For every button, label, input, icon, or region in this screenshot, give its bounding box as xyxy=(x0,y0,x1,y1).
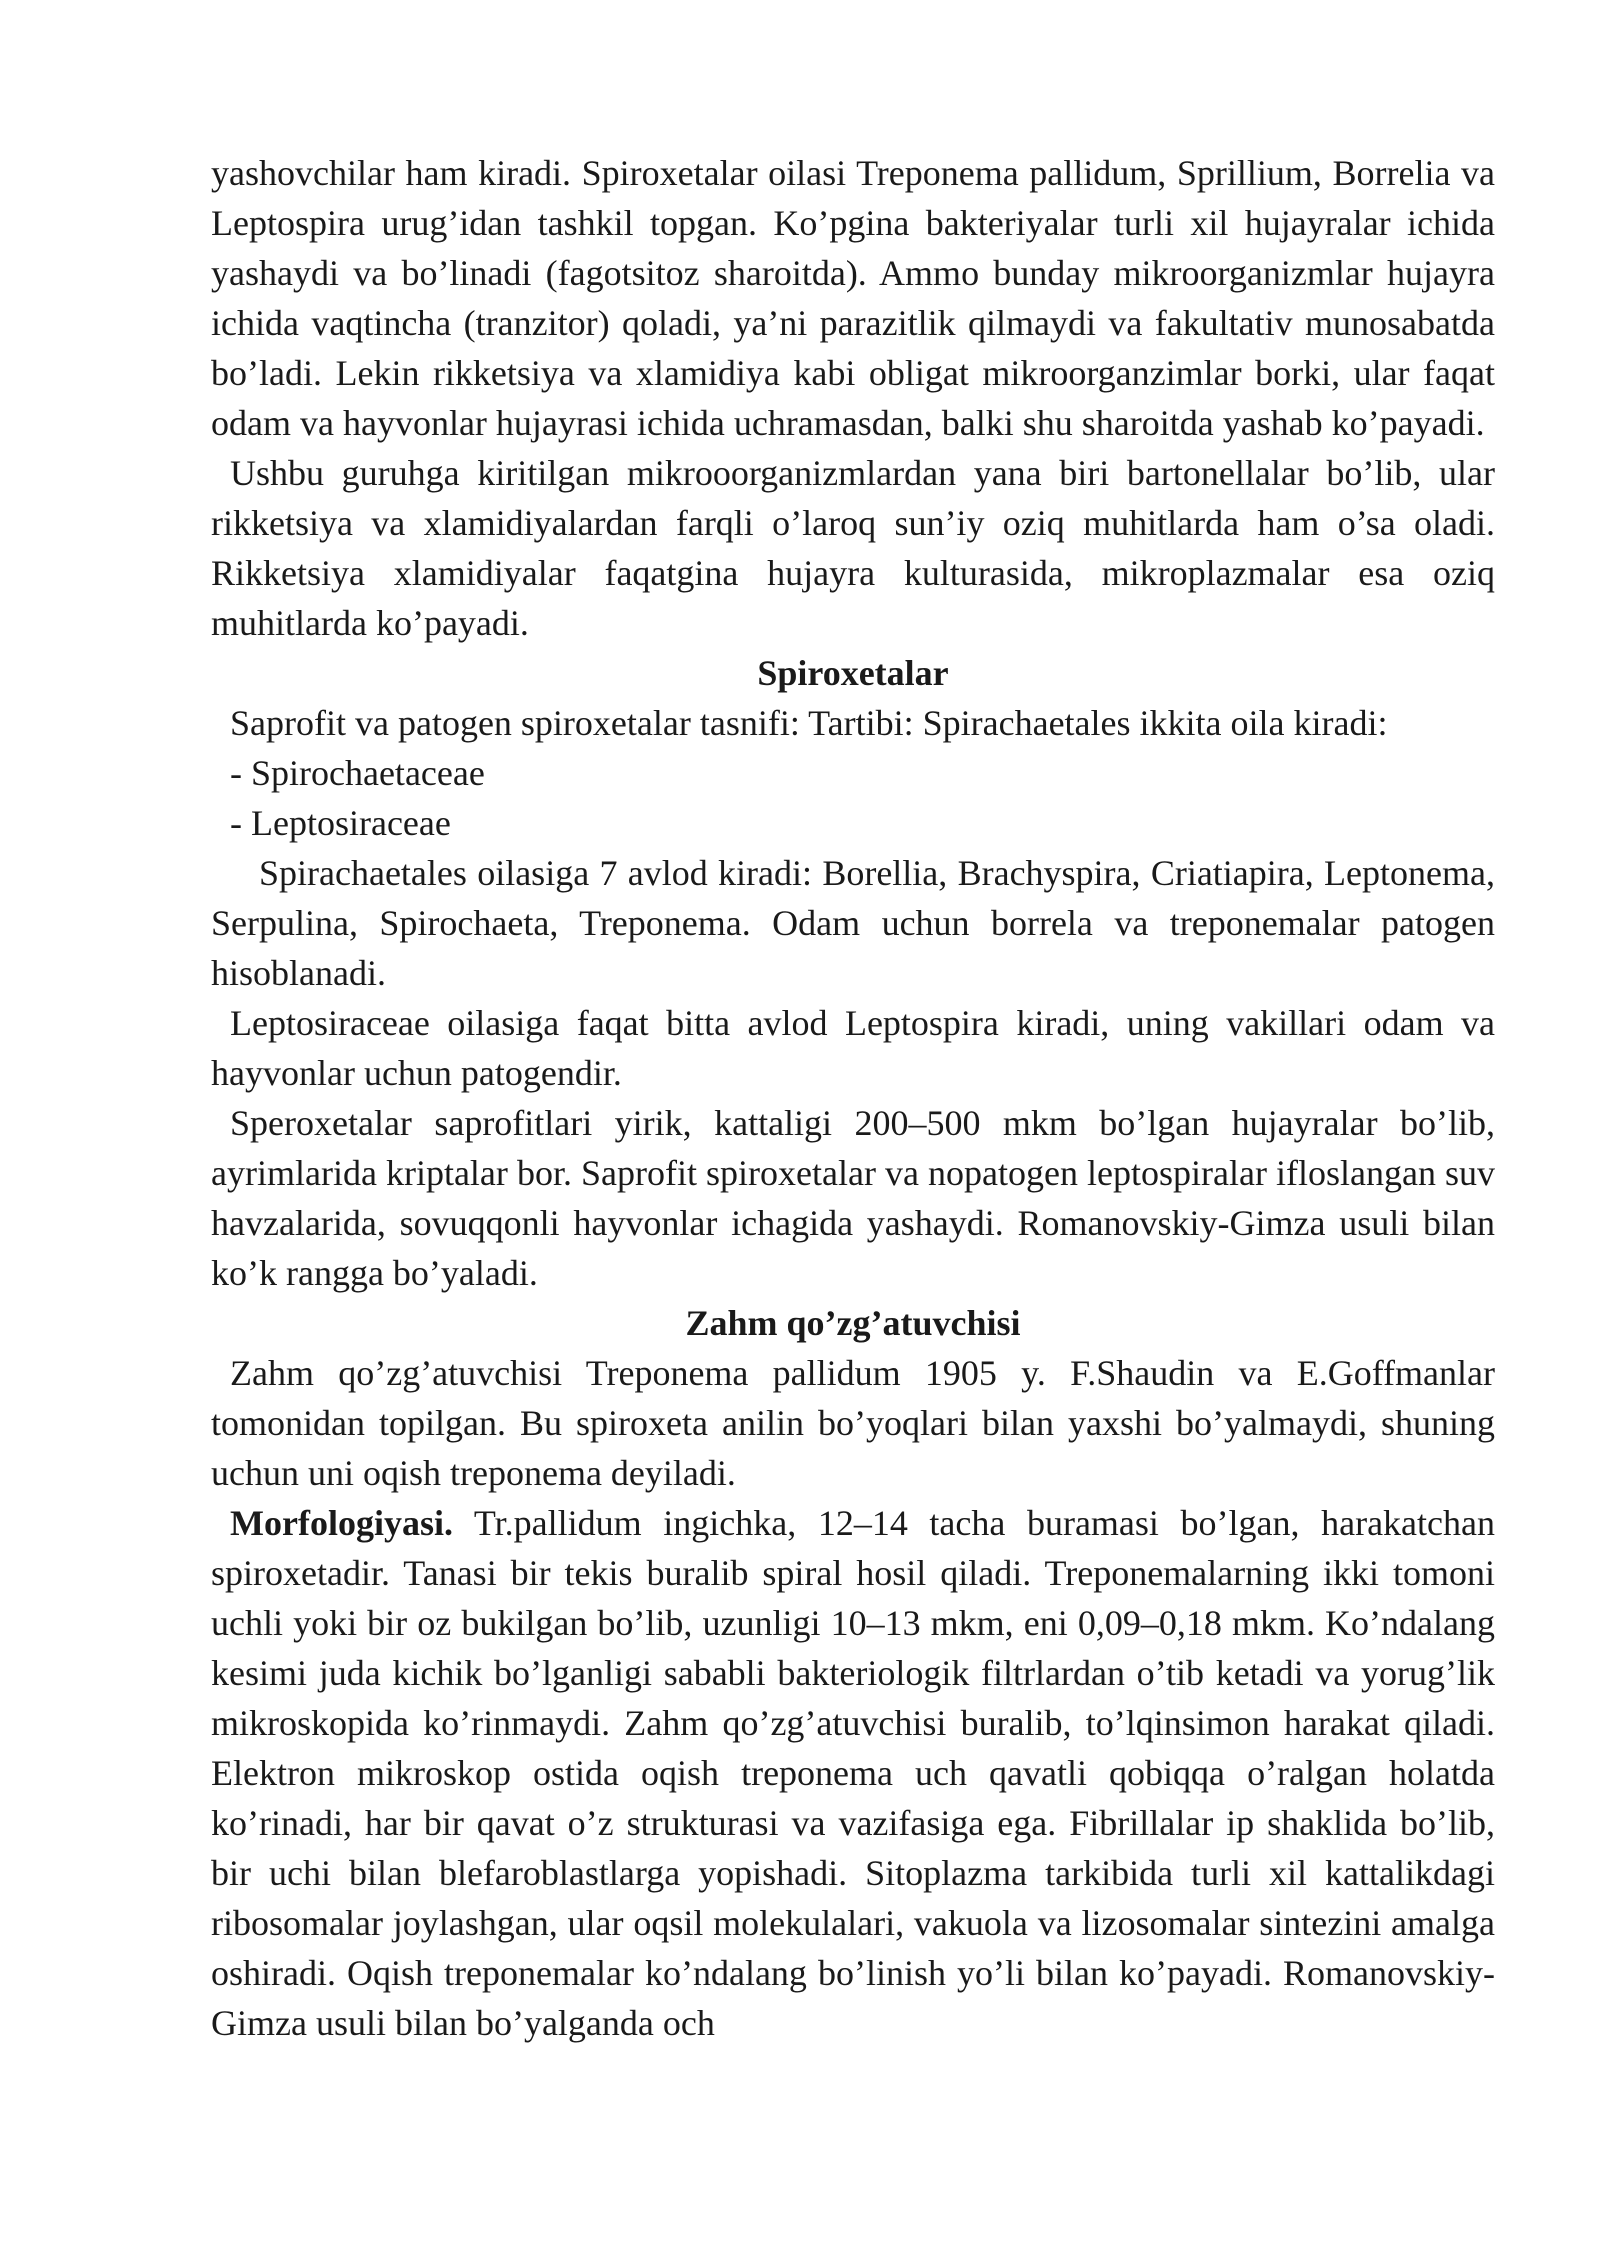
paragraph-intro: yashovchilar ham kiradi. Spiroxetalar oilasi Treponema pallidum, Sprillium, Borrelia va Leptospira urug’idan tashkil topgan. Ko’pgina bakteriyalar turli xil hujayralar ichida yashaydi va bo’linadi (fagotsitoz sharoitda). Ammo bunday mikroorganizmlar hujayra ichida vaqtincha (tranzitor) qoladi, ya’ni parazitlik qilmaydi va fakultativ munosabatda bo’ladi. Lekin rikketsiya va xlamidiya kabi obligat mikroorganzimlar borki, ular faqat odam va hayvonlar hujayrasi ichida uchramasdan, balki shu sharoitda yashab ko’payadi. xyxy=(211,153,1495,443)
heading-zahm: Zahm qo’zg’atuvchisi xyxy=(685,1303,1021,1343)
morphology-text: Tr.pallidum ingichka, 12–14 tacha buramasi bo’lgan, harakatchan spiroxetadir. Tanasi bir tekis buralib spiral hosil qiladi. Treponemalarning ikki tomoni uchli yoki bir oz bukilgan bo’lib, uzunligi 10–13 mkm, eni 0,09–0,18 mkm. Ko’ndalang kesimi juda kichik bo’lganligi sababli bakteriologik filtrlardan o’tib ketadi va yorug’lik mikroskopida ko’rinmaydi. Zahm qo’zg’atuvchisi buralib, to’lqinsimon harakat qiladi. Elektron mikroskop ostida oqish treponema uch qavatli qobiqqa o’ralgan holatda ko’rinadi, har bir qavat o’z strukturasi va vazifasiga ega. Fibrillalar ip shaklida bo’lib, bir uchi bilan blefaroblastlarga yopishadi. Sitoplazma tarkibida turli xil kattalikdagi ribosomalar joylashgan, ular oqsil molekulalari, vakuola va lizosomalar sintezini amalga oshiradi. Oqish treponemalar ko’ndalang bo’linish yo’li bilan ko’payadi. Romanovskiy-Gimza usuli bilan bo’yalganda och xyxy=(211,1503,1495,2043)
paragraph-bartonella: Ushbu guruhga kiritilgan mikrooorganizmlardan yana biri bartonellalar bo’lib, ular rikketsiya va xlamidiyalardan farqli o’laroq sun’iy oziq muhitlarda ham o’sa oladi. Rikketsiya xlamidiyalar faqatgina hujayra kulturasida, mikroplazmalar esa oziq muhitlarda ko’payadi. xyxy=(211,453,1495,643)
paragraph-leptosiraceae: Leptosiraceae oilasiga faqat bitta avlod Leptospira kiradi, uning vakillari odam va hayvonlar uchun patogendir. xyxy=(211,1003,1495,1093)
paragraph-spirachaetales: Spirachaetales oilasiga 7 avlod kiradi: Borellia, Brachyspira, Criatiapira, Leptonema, Serpulina, Spirochaeta, Treponema. Odam uchun borrela va treponemalar patogen hisoblanadi. xyxy=(211,853,1495,993)
document-page xyxy=(211,148,1495,2048)
paragraph-zahm-discovery: Zahm qo’zg’atuvchisi Treponema pallidum 1905 y. F.Shaudin va E.Goffmanlar tomonidan topilgan. Bu spiroxeta anilin bo’yoqlari bilan yaxshi bo’yalmaydi, shuning uchun uni oqish treponema deyiladi. xyxy=(211,1353,1495,1493)
list-item-leptosiraceae: - Leptosiraceae xyxy=(230,803,451,843)
heading-spiroxetalar: Spiroxetalar xyxy=(757,653,949,693)
paragraph-morphology xyxy=(211,1498,1495,2048)
list-item-spirochaetaceae: - Spirochaetaceae xyxy=(230,753,485,793)
morphology-lead: Morfologiyasi. xyxy=(230,1503,453,1543)
paragraph-classification: Saprofit va patogen spiroxetalar tasnifi: Tartibi: Spirachaetales ikkita oila kiradi: xyxy=(230,703,1388,743)
paragraph-saprophytes: Speroxetalar saprofitlari yirik, kattaligi 200–500 mkm bo’lgan hujayralar bo’lib, ayrimlarida kriptalar bor. Saprofit spiroxetalar va nopatogen leptospiralar ifloslangan suv havzalarida, sovuqqonli hayvonlar ichagida yashaydi. Romanovskiy-Gimza usuli bilan ko’k rangga bo’yaladi. xyxy=(211,1103,1495,1293)
